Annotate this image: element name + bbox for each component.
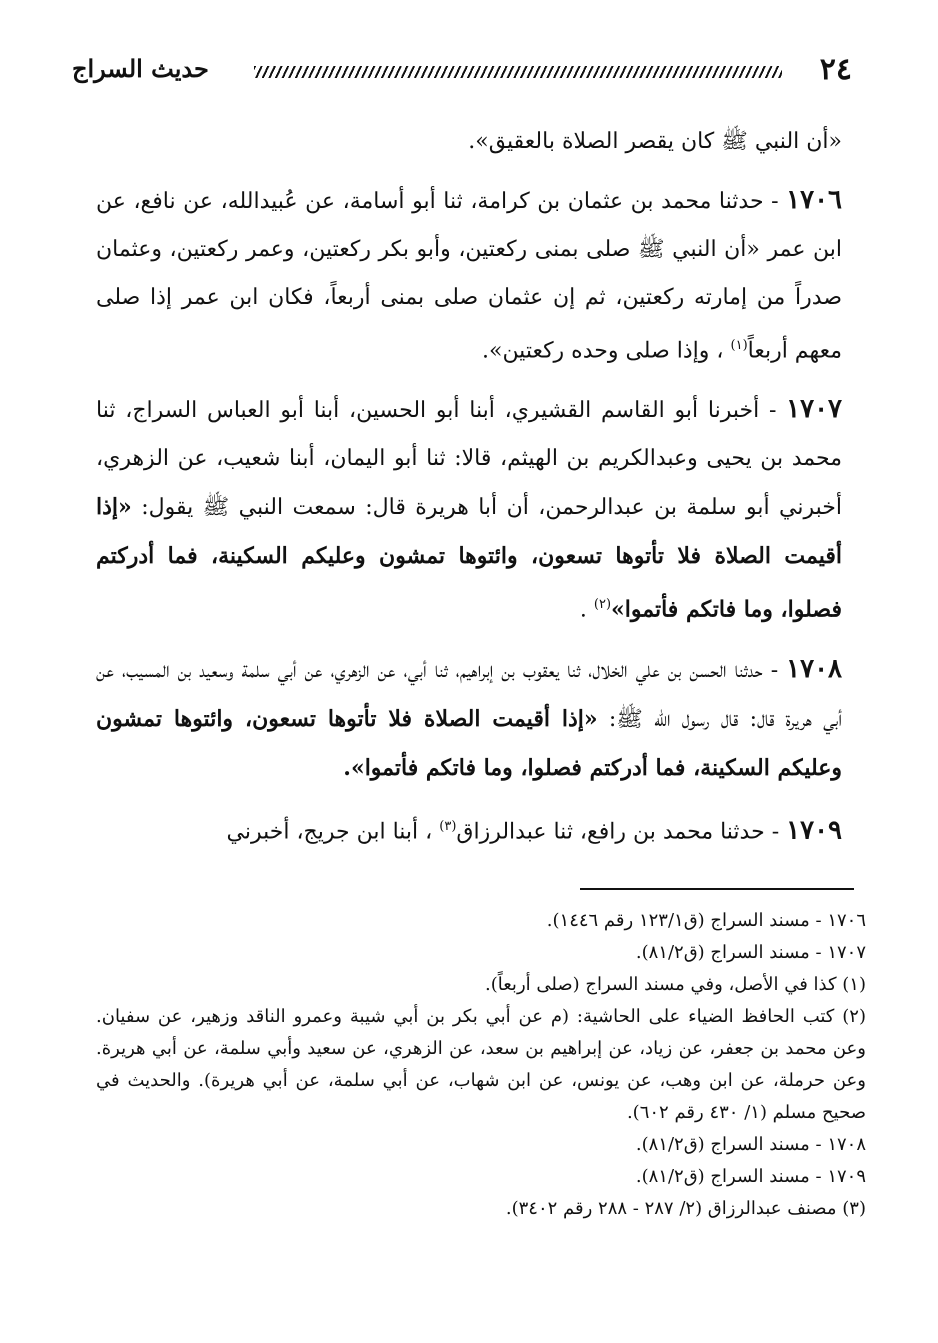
hadith-1706: [96, 176, 842, 375]
hadith-matn: «إذا أقيمت الصلاة فلا تأتوها تسعون، وائتوها تمشون وعليكم السكينة، فما أدركتم فصلوا، وما فاتكم فأتموا»: [96, 494, 842, 623]
hadith-number: ١٧٠٩: [786, 814, 842, 845]
footnote: ١٧٠٩ - مسند السراج (ق٨١/٢).: [635, 1166, 866, 1187]
hadith-text: - حدثنا محمد بن رافع، ثنا عبدالرزاق: [456, 818, 780, 844]
hadith-1707: [96, 385, 842, 634]
hadith-text-tail: ، وإذا صلى وحده ركعتين».: [481, 338, 724, 364]
page-header: [72, 52, 852, 92]
hadith-1709: [96, 803, 842, 856]
footnote: ١٧٠٦ - مسند السراج (ق١٢٣/١ رقم ١٤٤٦).: [546, 910, 866, 931]
footnote: (٣) مصنف عبدالرزاق (٢/ ٢٨٧ - ٢٨٨ رقم ٣٤٠٢).: [505, 1198, 866, 1219]
hadith-text-tail: .: [579, 597, 587, 623]
footnote: ١٧٠٨ - مسند السراج (ق٨١/٢).: [635, 1134, 866, 1155]
hadith-matn: «إذا أقيمت الصلاة فلا تأتوها تسعون، وائتوها تمشون وعليكم السكينة، فما أدركتم فصلوا، وما فاتكم فأتموا».: [96, 705, 842, 781]
page-number: ٢٤: [819, 52, 852, 87]
hadith-1708: [96, 645, 842, 793]
footnote: (١) كذا في الأصل، وفي مسند السراج (صلى أربعاً).: [485, 974, 866, 995]
running-title: حديث السراج: [72, 54, 209, 83]
footnote-marker: (٣): [439, 818, 457, 834]
hadith-number: ١٧٠٨: [786, 653, 842, 684]
hadith-text: - أخبرنا أبو القاسم القشيري، أبنا أبو الحسين، أبنا أبو العباس السراج، ثنا محمد بن يحيى وعبدالكريم بن الهيثم، قالا: ثنا أبو اليمان، أبنا شعيب، عن الزهري، أخبرني أبو سلمة بن عبدالرحمن، أن أبا هريرة قال: سمعت النبي ﷺ يقول:: [96, 398, 842, 521]
footnote-marker: (١): [730, 338, 748, 353]
footnote-divider: [580, 888, 854, 890]
hadith-text: - حدثنا الحسن بن علي الخلال، ثنا يعقوب بن إبراهيم، ثنا أبي، عن الزهري، عن أبي سلمة وسعيد بن المسيب، عن أبي هريرة قال: قال رسول الله ﷺ:: [96, 657, 842, 732]
footnote: ١٧٠٧ - مسند السراج (ق٨١/٢).: [635, 942, 866, 963]
hadith-text-tail: ، أبنا ابن جريج، أخبرني: [226, 818, 433, 844]
footnotes: [96, 905, 866, 1225]
hadith-text: - حدثنا محمد بن عثمان بن كرامة، ثنا أبو أسامة، عن عُبيدالله، عن نافع، عن ابن عمر «أن النبي ﷺ صلى بمنى ركعتين، وأبو بكر ركعتين، وعمر ركعتين، وعثمان صدراً من إمارته ركعتين، ثم إن عثمان صلى بمنى أربعاً، فكان ابن عمر إذا صلى معهم أربعاً: [96, 189, 842, 364]
hadith-number: ١٧٠٧: [786, 394, 842, 425]
hadith-number: ١٧٠٦: [786, 185, 842, 215]
footnote-marker: (٢): [593, 597, 612, 613]
footnote: (٢) كتب الحافظ الضياء على الحاشية: (م عن أبي بكر بن أبي شيبة وعمرو الناقد وزهير، عن سفيان. وعن محمد بن جعفر، عن زياد، عن إبراهيم بن سعد، عن الزهري، عن سعيد وأبي سلمة، عن أبي هريرة. وعن حرملة، عن ابن وهب، عن يونس، عن ابن شهاب، عن أبي سلمة، عن أبي هريرة). والحديث في صحيح مسلم (١/ ٤٣٠ رقم ٦٠٢).: [96, 1006, 866, 1123]
header-rule: [254, 66, 782, 78]
main-text: [96, 118, 842, 856]
hadith-1705-tail: «أن النبي ﷺ كان يقصر الصلاة بالعقيق».: [468, 129, 842, 154]
